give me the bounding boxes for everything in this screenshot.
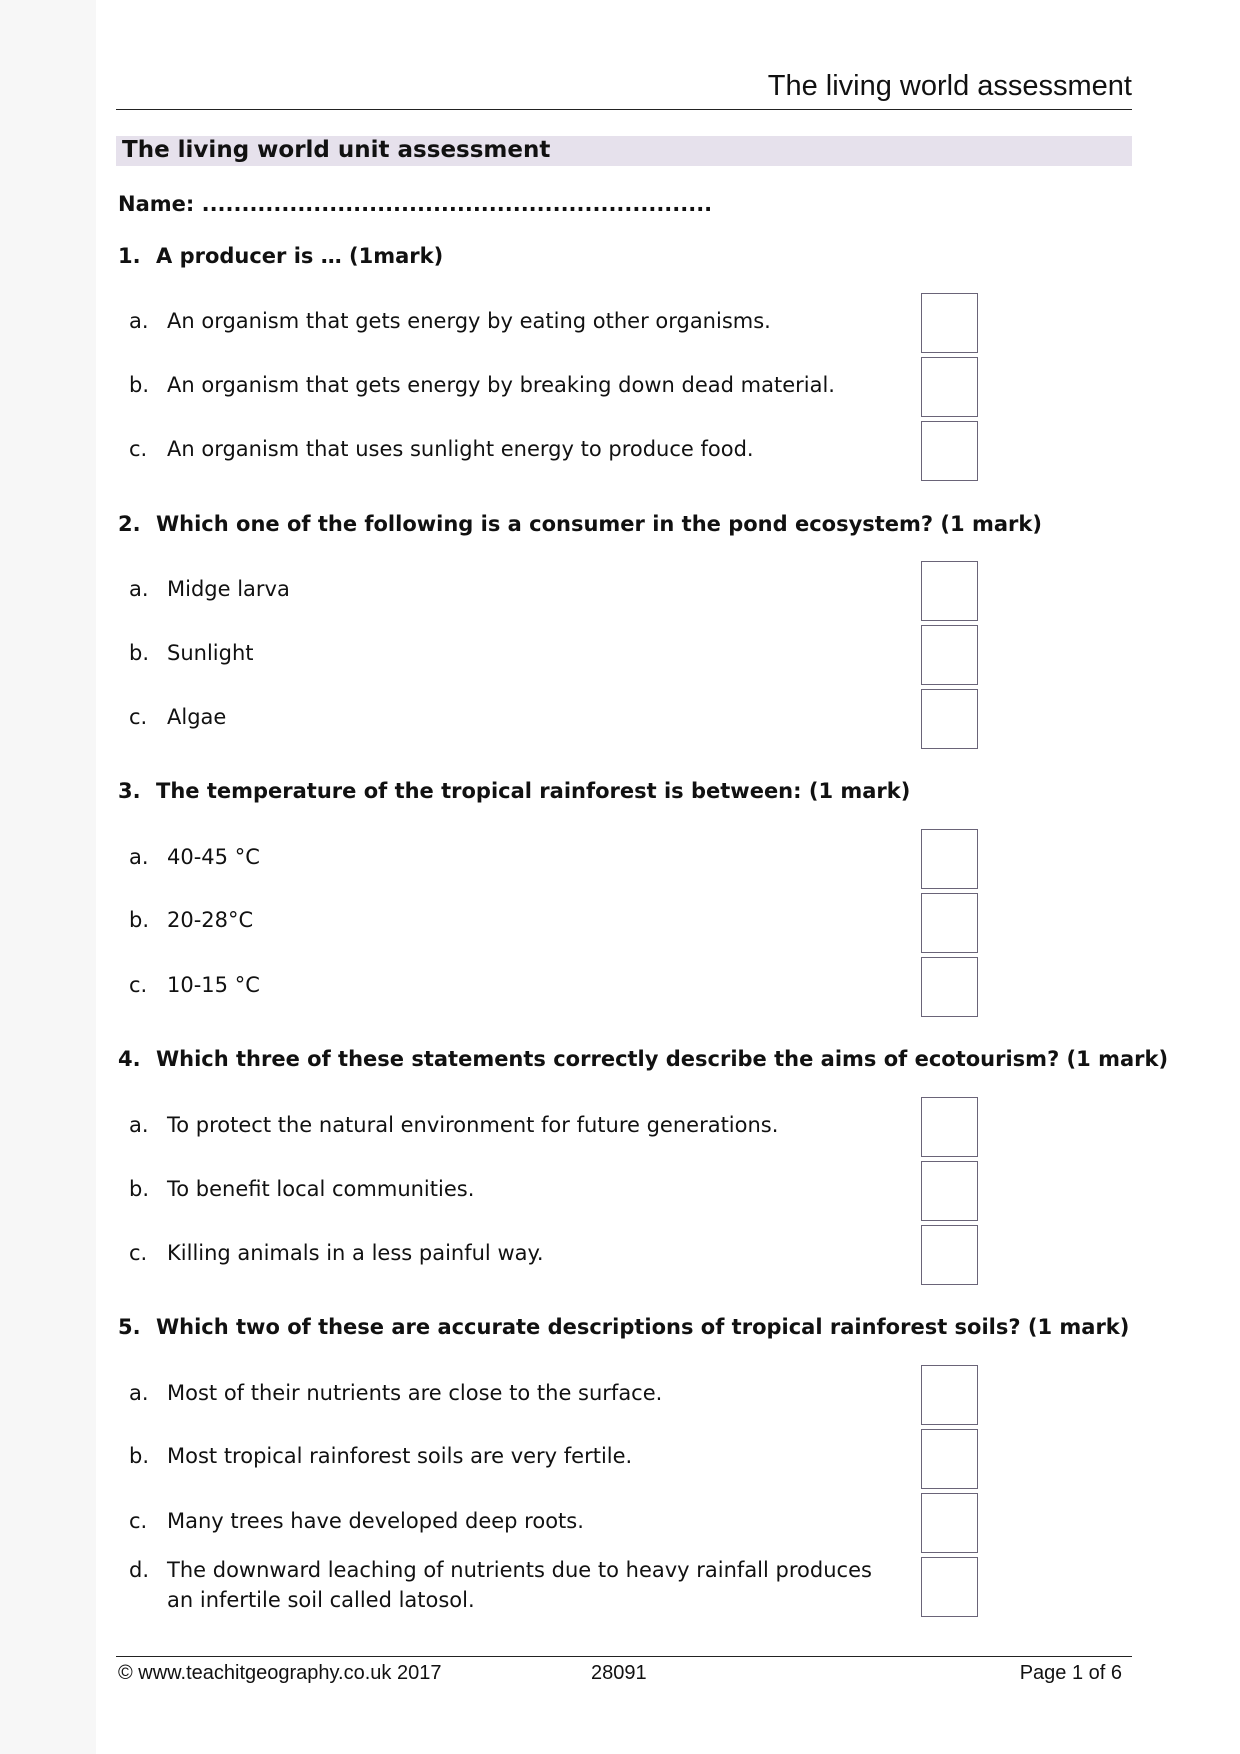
- q1-option-a: [129, 306, 771, 336]
- option-letter: a.: [129, 1381, 149, 1405]
- option-text: To protect the natural environment for future generations.: [167, 1113, 779, 1137]
- q1-option-c: [129, 434, 754, 464]
- option-text: Algae: [167, 705, 227, 729]
- q1-option-b: [129, 370, 835, 400]
- q3-answer-box-c[interactable]: [921, 957, 978, 1017]
- option-letter: c.: [129, 973, 148, 997]
- assessment-title: The living world unit assessment: [122, 137, 551, 163]
- question-5: [118, 1315, 1129, 1339]
- option-letter: a.: [129, 1113, 149, 1137]
- option-text: Killing animals in a less painful way.: [167, 1241, 544, 1265]
- footer-page-number: Page 1 of 6: [1019, 1662, 1122, 1684]
- q5-option-d: [129, 1555, 872, 1615]
- q3-option-b: [129, 905, 253, 935]
- question-text: Which one of the following is a consumer in the pond ecosystem? (1 mark): [156, 512, 1042, 536]
- question-text: The temperature of the tropical rainforest is between: (1 mark): [156, 779, 911, 803]
- question-text: A producer is … (1mark): [156, 244, 444, 268]
- q2-option-c: [129, 702, 226, 732]
- question-4: [118, 1047, 1168, 1071]
- option-text: An organism that uses sunlight energy to produce food.: [167, 437, 754, 461]
- q4-option-a: [129, 1110, 778, 1140]
- question-2: [118, 512, 1042, 536]
- question-3: [118, 779, 910, 803]
- name-dotted-line[interactable]: ................................................................: [201, 192, 713, 216]
- option-text: The downward leaching of nutrients due to heavy rainfall produces an infertile soil called latosol.: [167, 1558, 872, 1612]
- option-letter: a.: [129, 845, 149, 869]
- q2-answer-box-c[interactable]: [921, 689, 978, 749]
- question-number: 5.: [118, 1315, 141, 1339]
- q5-answer-box-c[interactable]: [921, 1493, 978, 1553]
- option-text: An organism that gets energy by eating other organisms.: [167, 309, 771, 333]
- option-letter: b.: [129, 641, 150, 665]
- page-margin-strip: [0, 0, 96, 1754]
- option-letter: b.: [129, 373, 150, 397]
- q2-option-b: [129, 638, 254, 668]
- option-text: 40-45 °C: [167, 845, 260, 869]
- q4-answer-box-b[interactable]: [921, 1161, 978, 1221]
- question-1: [118, 244, 443, 268]
- q2-answer-box-b[interactable]: [921, 625, 978, 685]
- option-text: To benefit local communities.: [167, 1177, 475, 1201]
- footer-divider: [116, 1656, 1132, 1657]
- footer-code: 28091: [591, 1662, 647, 1684]
- option-letter: b.: [129, 908, 150, 932]
- option-text: Most tropical rainforest soils are very fertile.: [167, 1444, 633, 1468]
- option-letter: a.: [129, 577, 149, 601]
- header-divider: [116, 109, 1132, 110]
- question-text: Which three of these statements correctly describe the aims of ecotourism? (1 mark): [156, 1047, 1169, 1071]
- question-number: 4.: [118, 1047, 141, 1071]
- q4-answer-box-c[interactable]: [921, 1225, 978, 1285]
- option-letter: c.: [129, 1241, 148, 1265]
- q4-answer-box-a[interactable]: [921, 1097, 978, 1157]
- q5-answer-box-d[interactable]: [921, 1557, 978, 1617]
- q4-option-b: [129, 1174, 474, 1204]
- q3-option-c: [129, 970, 260, 1000]
- option-letter: c.: [129, 1509, 148, 1533]
- name-label: Name:: [118, 192, 202, 216]
- q5-option-b: [129, 1441, 632, 1471]
- question-number: 2.: [118, 512, 141, 536]
- q1-answer-box-b[interactable]: [921, 357, 978, 417]
- option-letter: c.: [129, 705, 148, 729]
- option-letter: d.: [129, 1558, 150, 1582]
- q5-option-c: [129, 1506, 584, 1536]
- footer-copyright: © www.teachitgeography.co.uk 2017: [118, 1662, 442, 1684]
- option-letter: c.: [129, 437, 148, 461]
- option-letter: a.: [129, 309, 149, 333]
- question-number: 1.: [118, 244, 141, 268]
- q3-answer-box-a[interactable]: [921, 829, 978, 889]
- q5-answer-box-b[interactable]: [921, 1429, 978, 1489]
- option-text: 20-28°C: [167, 908, 254, 932]
- option-text: 10-15 °C: [167, 973, 260, 997]
- q2-option-a: [129, 574, 290, 604]
- title-banner: [116, 136, 1132, 166]
- page-header-title: The living world assessment: [767, 70, 1132, 102]
- q5-answer-box-a[interactable]: [921, 1365, 978, 1425]
- q1-answer-box-c[interactable]: [921, 421, 978, 481]
- option-text: Most of their nutrients are close to the surface.: [167, 1381, 663, 1405]
- name-field[interactable]: [118, 192, 712, 216]
- option-text: Sunlight: [167, 641, 254, 665]
- option-letter: b.: [129, 1444, 150, 1468]
- q5-option-a: [129, 1378, 662, 1408]
- q3-option-a: [129, 842, 260, 872]
- option-letter: b.: [129, 1177, 150, 1201]
- option-text: An organism that gets energy by breaking down dead material.: [167, 373, 835, 397]
- question-text: Which two of these are accurate descriptions of tropical rainforest soils? (1 mark): [156, 1315, 1130, 1339]
- q2-answer-box-a[interactable]: [921, 561, 978, 621]
- option-text: Midge larva: [167, 577, 290, 601]
- q3-answer-box-b[interactable]: [921, 893, 978, 953]
- option-text: Many trees have developed deep roots.: [167, 1509, 584, 1533]
- question-number: 3.: [118, 779, 141, 803]
- q1-answer-box-a[interactable]: [921, 293, 978, 353]
- q4-option-c: [129, 1238, 544, 1268]
